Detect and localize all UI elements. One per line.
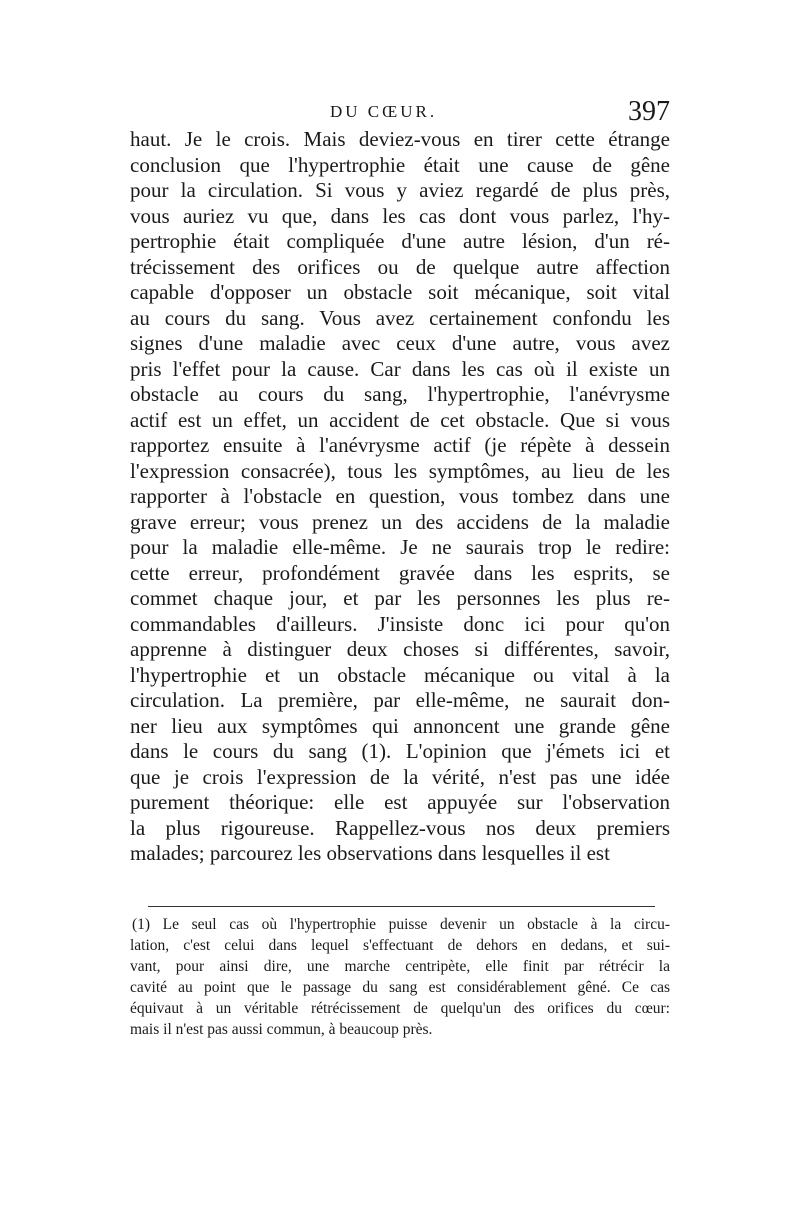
text-line: au cours du sang. Vous avez certainement confondu les <box>130 305 670 330</box>
text-line: rapporter à l'obstacle en question, vous tombez dans une <box>130 484 670 508</box>
footnote-line: (1) Le seul cas où l'hypertrophie puisse devenir un obstacle à la circu- <box>132 916 670 933</box>
text-line: malades; parcourez les observations dans lesquelles il est <box>130 841 610 865</box>
text-line: obstacle au cours du sang, l'hypertrophie, l'anévrysme <box>130 382 670 406</box>
text-line: cette erreur, profondément gravée dans les esprits, se <box>130 560 670 585</box>
text-line: l'hypertrophie et un obstacle mécanique ou vital à la <box>130 662 670 687</box>
text-line: que je crois l'expression de la vérité, n'est pas une idée <box>130 764 670 789</box>
footnote-line: équivaut à un véritable rétrécissement de quelqu'un des orifices du cœur: <box>130 1000 670 1017</box>
text-line: ner lieu aux symptômes qui annoncent une grande gêne <box>130 713 670 738</box>
footnote-separator-rule <box>148 906 655 907</box>
footnote-line: mais il n'est pas aussi commun, à beaucoup près. <box>130 1021 433 1038</box>
text-line: purement théorique: elle est appuyée sur l'observation <box>130 790 670 814</box>
text-line: actif est un effet, un accident de cet obstacle. Que si vous <box>130 407 670 432</box>
page-number: 397 <box>628 96 670 127</box>
text-line: pour la maladie elle-même. Je ne saurais trop le redire: <box>130 535 670 559</box>
text-line: commandables d'ailleurs. J'insiste donc ici pour qu'on <box>130 611 670 636</box>
text-line: pour la circulation. Si vous y aviez regardé de plus près, <box>130 178 670 202</box>
text-line: trécissement des orifices ou de quelque autre affection <box>130 254 670 279</box>
text-line: pris l'effet pour la cause. Car dans les cas où il existe un <box>130 356 670 381</box>
text-line: dans le cours du sang (1). L'opinion que j'émets ici et <box>130 739 670 763</box>
text-line: pertrophie était compliquée d'une autre lésion, d'un ré- <box>130 229 670 253</box>
text-line: l'expression consacrée), tous les symptômes, au lieu de les <box>130 458 670 483</box>
text-line: rapportez ensuite à l'anévrysme actif (je répète à dessein <box>130 433 670 457</box>
body-text <box>130 127 670 867</box>
footnote-line: lation, c'est celui dans lequel s'effectuant de dehors en dedans, et sui- <box>130 937 670 954</box>
footnote-line: cavité au point que le passage du sang est considérablement gêné. Ce cas <box>130 979 670 996</box>
text-line: circulation. La première, par elle-même, ne saurait don- <box>130 688 670 712</box>
footnote-line: vant, pour ainsi dire, une marche centripète, elle finit par rétrécir la <box>130 958 670 975</box>
running-title: DU CŒUR. <box>330 102 438 121</box>
text-line: commet chaque jour, et par les personnes les plus re- <box>130 586 670 610</box>
text-line: grave erreur; vous prenez un des accidens de la maladie <box>130 509 670 534</box>
footnote <box>130 914 670 1040</box>
text-line: haut. Je le crois. Mais deviez-vous en tirer cette étrange <box>130 127 670 151</box>
text-line: la plus rigoureuse. Rappellez-vous nos deux premiers <box>130 815 670 840</box>
text-line: capable d'opposer un obstacle soit mécanique, soit vital <box>130 280 670 304</box>
text-line: signes d'une maladie avec ceux d'une autre, vous avez <box>130 331 670 355</box>
text-line: vous auriez vu que, dans les cas dont vous parlez, l'hy- <box>130 203 670 228</box>
text-line: conclusion que l'hypertrophie était une cause de gêne <box>130 152 670 177</box>
text-line: apprenne à distinguer deux choses si différentes, savoir, <box>130 637 670 661</box>
